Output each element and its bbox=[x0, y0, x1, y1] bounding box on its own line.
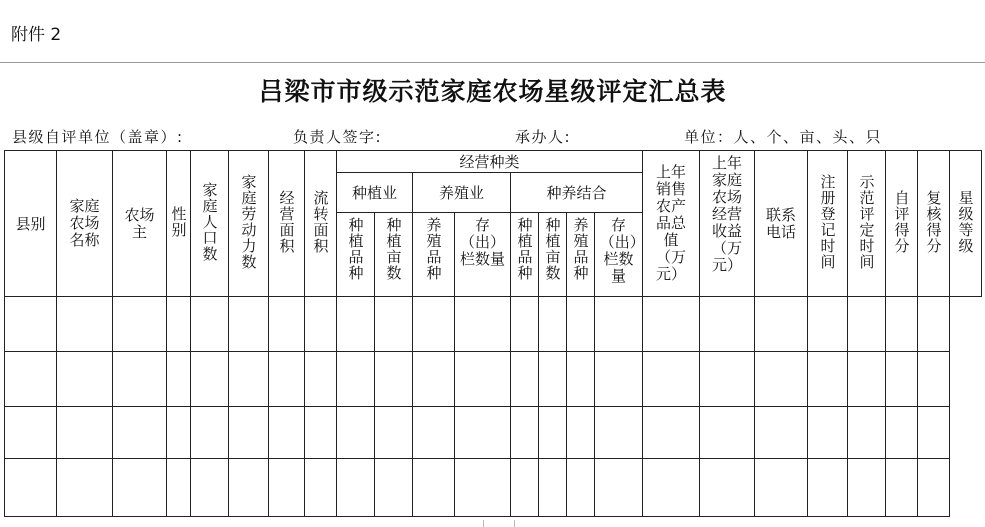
table-cell[interactable] bbox=[700, 459, 755, 517]
table-cell[interactable] bbox=[511, 297, 539, 352]
table-cell[interactable] bbox=[455, 352, 511, 407]
table-cell[interactable] bbox=[595, 352, 643, 407]
header-reg-time: 注册登记时间 bbox=[808, 151, 848, 297]
table-cell[interactable] bbox=[918, 459, 950, 517]
attachment-label: 附件 2 bbox=[11, 25, 62, 45]
table-cell[interactable] bbox=[113, 297, 167, 352]
signature-label: 负责人签字: bbox=[293, 128, 383, 146]
table-cell[interactable] bbox=[643, 352, 700, 407]
table-cell[interactable] bbox=[167, 352, 191, 407]
table-cell[interactable] bbox=[455, 407, 511, 459]
header-population: 家庭人口数 bbox=[191, 151, 229, 297]
table-cell[interactable] bbox=[413, 297, 455, 352]
table-cell[interactable] bbox=[113, 407, 167, 459]
table-cell[interactable] bbox=[229, 352, 269, 407]
table-cell[interactable] bbox=[167, 407, 191, 459]
header-area: 经营面积 bbox=[269, 151, 305, 297]
table-cell[interactable] bbox=[337, 297, 375, 352]
table-cell[interactable] bbox=[643, 459, 700, 517]
table-cell[interactable] bbox=[643, 297, 700, 352]
table-cell[interactable] bbox=[113, 352, 167, 407]
table-cell[interactable] bbox=[229, 297, 269, 352]
header-planting: 种植业 bbox=[337, 173, 413, 213]
table-cell[interactable] bbox=[305, 407, 337, 459]
header-star-level: 星级等级 bbox=[950, 151, 982, 297]
table-cell[interactable] bbox=[886, 459, 918, 517]
unit-seal-label: 县级自评单位（盖章）: bbox=[12, 128, 184, 146]
table-cell[interactable] bbox=[808, 352, 848, 407]
header-c-breed-variety: 养殖品种 bbox=[567, 213, 595, 297]
table-cell[interactable] bbox=[337, 407, 375, 459]
table-cell[interactable] bbox=[755, 407, 808, 459]
divider bbox=[0, 62, 985, 63]
table-cell[interactable] bbox=[848, 407, 886, 459]
table-cell[interactable] bbox=[918, 407, 950, 459]
table-cell[interactable] bbox=[229, 459, 269, 517]
table-cell[interactable] bbox=[337, 459, 375, 517]
header-phone: 联系电话 bbox=[755, 151, 808, 297]
table-cell[interactable] bbox=[808, 459, 848, 517]
table-cell[interactable] bbox=[700, 352, 755, 407]
table-cell[interactable] bbox=[455, 459, 511, 517]
table-cell[interactable] bbox=[595, 459, 643, 517]
table-cell[interactable] bbox=[305, 459, 337, 517]
table-cell[interactable] bbox=[511, 459, 539, 517]
header-owner: 农场主 bbox=[113, 151, 167, 297]
header-labor: 家庭劳动力数 bbox=[229, 151, 269, 297]
table-cell[interactable] bbox=[191, 407, 229, 459]
header-c-plant-variety: 种植品种 bbox=[511, 213, 539, 297]
table-cell[interactable] bbox=[848, 352, 886, 407]
table-cell[interactable] bbox=[595, 297, 643, 352]
header-c-stock: 存（出）栏数量 bbox=[595, 213, 643, 297]
table-cell[interactable] bbox=[567, 297, 595, 352]
table-cell[interactable] bbox=[167, 297, 191, 352]
page-title: 吕梁市市级示范家庭农场星级评定汇总表 bbox=[258, 77, 727, 106]
handler-label: 承办人: bbox=[515, 128, 572, 146]
table-cell[interactable] bbox=[305, 352, 337, 407]
table-cell[interactable] bbox=[918, 352, 950, 407]
header-plant-variety: 种植品种 bbox=[337, 213, 375, 297]
header-self-score: 自评得分 bbox=[886, 151, 918, 297]
header-category: 经营种类 bbox=[337, 151, 643, 173]
table-cell[interactable] bbox=[269, 407, 305, 459]
table-cell[interactable] bbox=[848, 459, 886, 517]
table-cell[interactable] bbox=[375, 407, 413, 459]
table-cell[interactable] bbox=[337, 352, 375, 407]
header-sales-value: 上年销售农产品总值（万元） bbox=[643, 151, 700, 297]
table-row bbox=[5, 459, 982, 517]
header-county: 县别 bbox=[5, 151, 57, 297]
table-cell[interactable] bbox=[375, 352, 413, 407]
table-cell[interactable] bbox=[755, 459, 808, 517]
table-cell[interactable] bbox=[57, 352, 113, 407]
table-cell[interactable] bbox=[191, 297, 229, 352]
table-cell[interactable] bbox=[5, 459, 57, 517]
table-cell[interactable] bbox=[57, 459, 113, 517]
table-cell[interactable] bbox=[57, 297, 113, 352]
table-cell[interactable] bbox=[375, 297, 413, 352]
header-breeding: 养殖业 bbox=[413, 173, 511, 213]
table-cell[interactable] bbox=[167, 459, 191, 517]
table-cell[interactable] bbox=[191, 459, 229, 517]
table-cell[interactable] bbox=[539, 407, 567, 459]
header-income: 上年家庭农场经营收益（万元） bbox=[700, 151, 755, 297]
table-cell[interactable] bbox=[808, 407, 848, 459]
table-cell[interactable] bbox=[886, 297, 918, 352]
table-cell[interactable] bbox=[595, 407, 643, 459]
header-stock: 存（出）栏数量 bbox=[455, 213, 511, 297]
table-cell[interactable] bbox=[567, 459, 595, 517]
table-row bbox=[5, 297, 982, 352]
table-cell[interactable] bbox=[511, 352, 539, 407]
table-cell[interactable] bbox=[413, 459, 455, 517]
table-cell[interactable] bbox=[539, 297, 567, 352]
table-cell[interactable] bbox=[413, 407, 455, 459]
table-cell[interactable] bbox=[5, 407, 57, 459]
table-cell[interactable] bbox=[755, 297, 808, 352]
header-c-plant-mu: 种植亩数 bbox=[539, 213, 567, 297]
table-cell[interactable] bbox=[567, 407, 595, 459]
table-cell[interactable] bbox=[511, 407, 539, 459]
table-cell[interactable] bbox=[191, 352, 229, 407]
table-cell[interactable] bbox=[413, 352, 455, 407]
header-combined: 种养结合 bbox=[511, 173, 643, 213]
table-row bbox=[5, 352, 982, 407]
table-cell[interactable] bbox=[700, 407, 755, 459]
table-cell[interactable] bbox=[455, 297, 511, 352]
table-cell[interactable] bbox=[305, 297, 337, 352]
header-transfer-area: 流转面积 bbox=[305, 151, 337, 297]
table-cell[interactable] bbox=[269, 459, 305, 517]
table-cell[interactable] bbox=[539, 352, 567, 407]
table-cell[interactable] bbox=[567, 352, 595, 407]
units-label: 单位：人、个、亩、头、只 bbox=[684, 128, 883, 146]
table-cell[interactable] bbox=[643, 407, 700, 459]
table-cell[interactable] bbox=[918, 297, 950, 352]
header-farm-name: 家庭农场名称 bbox=[57, 151, 113, 297]
header-review-score: 复核得分 bbox=[918, 151, 950, 297]
table-cell[interactable] bbox=[269, 297, 305, 352]
table-cell[interactable] bbox=[375, 459, 413, 517]
header-gender: 性别 bbox=[167, 151, 191, 297]
table-cell[interactable] bbox=[57, 407, 113, 459]
sheet-edge-marker bbox=[483, 520, 515, 527]
table-cell[interactable] bbox=[269, 352, 305, 407]
summary-table bbox=[4, 150, 982, 517]
table-row bbox=[5, 407, 982, 459]
header-demo-time: 示范评定时间 bbox=[848, 151, 886, 297]
table-cell[interactable] bbox=[886, 407, 918, 459]
table-cell[interactable] bbox=[5, 352, 57, 407]
table-cell[interactable] bbox=[700, 297, 755, 352]
header-breed-variety: 养殖品种 bbox=[413, 213, 455, 297]
table-cell[interactable] bbox=[113, 459, 167, 517]
table-cell[interactable] bbox=[539, 459, 567, 517]
table-cell[interactable] bbox=[5, 297, 57, 352]
table-cell[interactable] bbox=[886, 352, 918, 407]
header-plant-mu: 种植亩数 bbox=[375, 213, 413, 297]
table-cell[interactable] bbox=[848, 297, 886, 352]
table-cell[interactable] bbox=[229, 407, 269, 459]
table-cell[interactable] bbox=[808, 297, 848, 352]
table-cell[interactable] bbox=[755, 352, 808, 407]
